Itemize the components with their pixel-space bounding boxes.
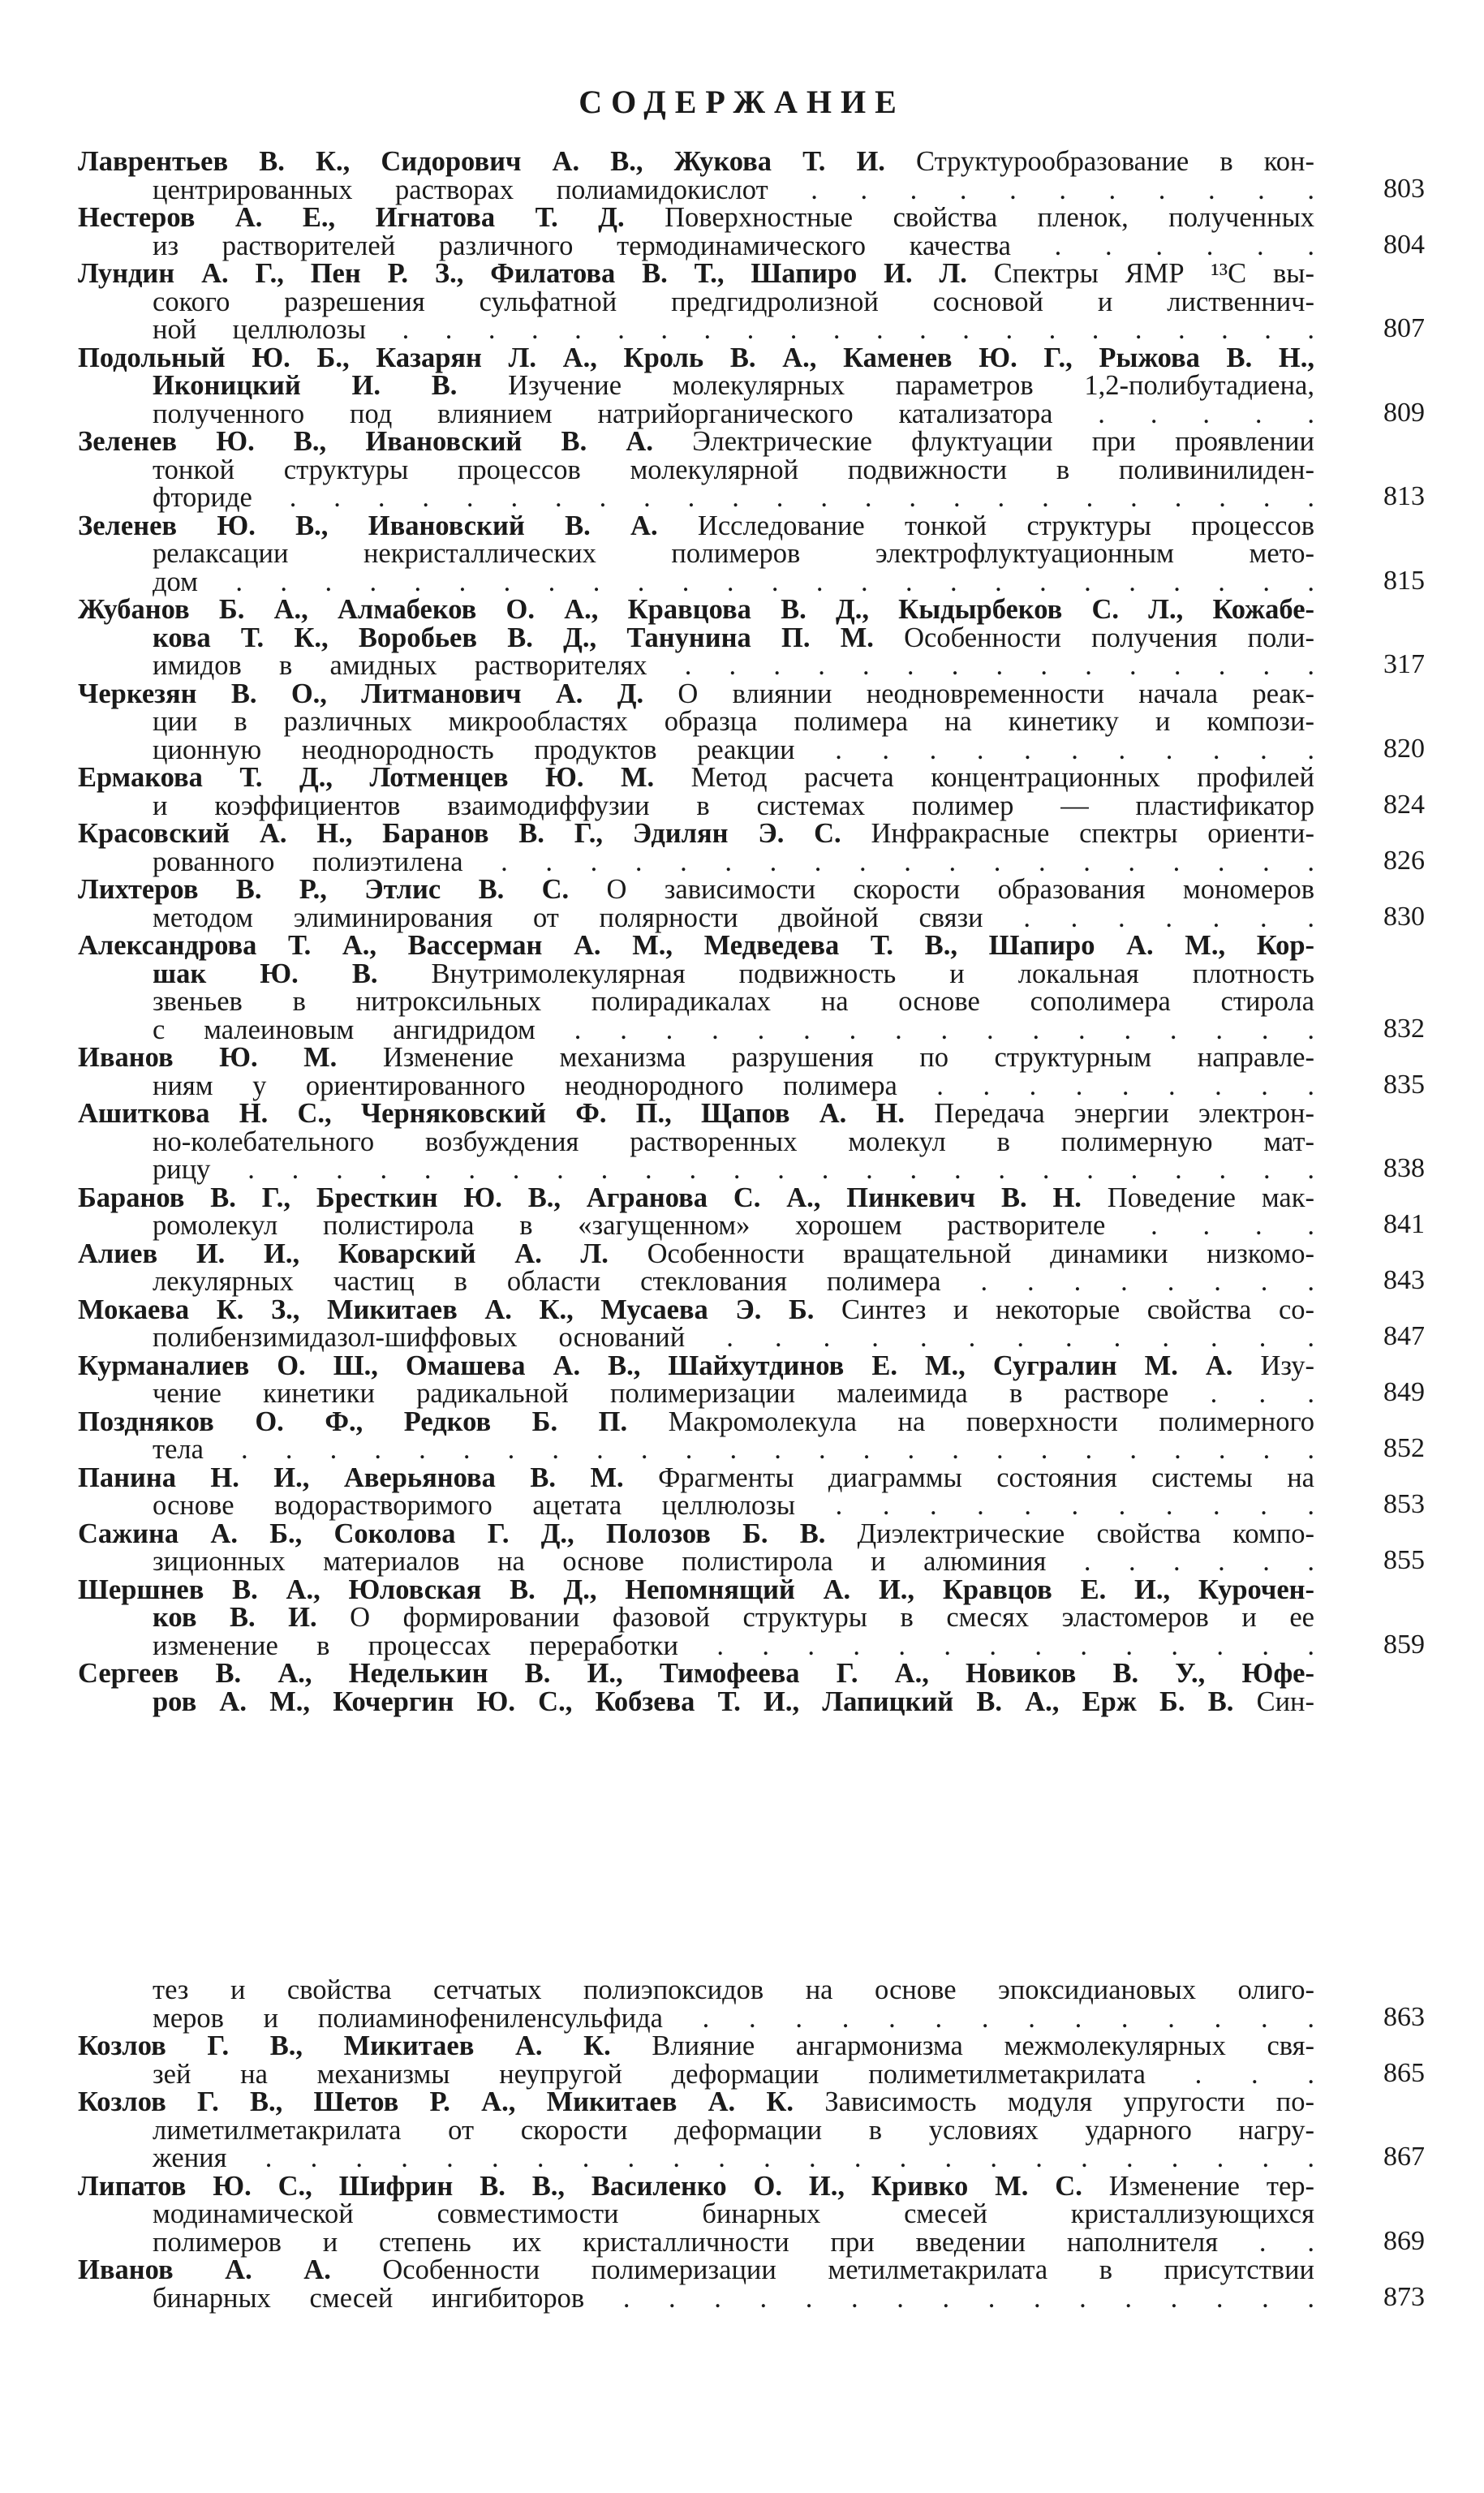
- toc-entry-line: с малеиновым ангидридом . . . . . . . . . . . . . . . . .: [153, 1014, 1314, 1045]
- toc-page-number: 841: [1383, 1209, 1425, 1239]
- toc-entry-line: Сажина А. Б., Соколова Г. Д., Полозов Б. В. Диэлектрические свойства компо-: [78, 1518, 1314, 1549]
- toc-entry-line: Козлов Г. В., Микитаев А. К. Влияние ангармонизма межмолекулярных свя-: [78, 2030, 1314, 2061]
- toc-entry-line: Красовский А. Н., Баранов В. Г., Эдилян Э. С. Инфракрасные спектры ориенти-: [78, 818, 1314, 849]
- toc-entry-text: [78, 2088, 1314, 2172]
- toc-entry: [78, 1976, 1425, 2032]
- toc-entry-text: [78, 1100, 1314, 1184]
- toc-page-number: 847: [1383, 1321, 1425, 1351]
- toc-entry-line: Черкезян В. О., Литманович А. Д. О влиянии неодновременности начала реак-: [78, 678, 1314, 709]
- toc-entry: [78, 1296, 1425, 1352]
- toc-entry-text: [78, 876, 1314, 932]
- toc-entry: [78, 1352, 1425, 1408]
- toc-page-number: 832: [1383, 1013, 1425, 1044]
- toc-entry-line: Зеленев Ю. В., Ивановский В. А. Электрические флуктуации при проявлении: [78, 426, 1315, 457]
- toc-page-number: 853: [1383, 1489, 1425, 1519]
- toc-entry-text: [78, 428, 1314, 512]
- toc-entry-text: [78, 1044, 1314, 1100]
- toc-entry-line: Нестеров А. Е., Игнатова Т. Д. Поверхностные свойства пленок, полученных: [78, 202, 1314, 233]
- toc-entry-line: меров и полиаминофениленсульфида . . . . . . . . . . . . . .: [153, 2002, 1314, 2034]
- toc-entry-text: [78, 2172, 1314, 2257]
- toc-entry-line: Шершнев В. А., Юловская В. Д., Непомнящий А. И., Кравцов Е. И., Курочен-: [78, 1574, 1314, 1605]
- toc-entry-text: [78, 1976, 1314, 2032]
- toc-entry: [78, 1520, 1425, 1576]
- toc-entry: [78, 1184, 1425, 1240]
- toc-entry: [78, 596, 1425, 680]
- toc-entry-line: и коэффициентов взаимодиффузии в системах полимер — пластификатор: [153, 790, 1314, 821]
- toc-entry: [78, 2088, 1425, 2172]
- toc-entry-line: Сергеев В. А., Неделькин В. И., Тимофеева Г. А., Новиков В. У., Юфе-: [78, 1658, 1314, 1689]
- toc-entry-line: дом . . . . . . . . . . . . . . . . . . . . . . . . .: [153, 566, 1314, 597]
- toc-entry-line: Лундин А. Г., Пен Р. З., Филатова В. Т., Шапиро И. Л. Спектры ЯМР ¹³С вы-: [78, 258, 1314, 289]
- toc-entry: [78, 148, 1425, 204]
- toc-entry-text: [78, 680, 1314, 764]
- toc-entry-text: [78, 2256, 1314, 2312]
- toc-entry-line: тонкой структуры процессов молекулярной подвижности в поливинилиден-: [153, 454, 1314, 485]
- toc-entry: [78, 1464, 1425, 1520]
- toc-entry-line: полимеров и степень их кристалличности при введении наполнителя . .: [153, 2226, 1314, 2258]
- toc-entry-text: [78, 1520, 1314, 1576]
- toc-entry-text: [78, 1240, 1314, 1296]
- toc-entry-text: [78, 820, 1314, 876]
- toc-entry: [78, 1100, 1425, 1184]
- toc-entry-line: лиметилметакрилата от скорости деформации в условиях ударного нагру-: [153, 2114, 1314, 2146]
- toc-entry: [78, 764, 1425, 820]
- toc-entry: [78, 2032, 1425, 2088]
- toc-entry-line: ров А. М., Кочергин Ю. С., Кобзева Т. И., Лапицкий В. А., Ерж Б. В. Син-: [153, 1686, 1314, 1717]
- toc-entry-line: ции в различных микрообластях образца полимера на кинетику и компози-: [153, 706, 1314, 737]
- toc-entry-line: методом элиминирования от полярности двойной связи . . . . . . .: [153, 902, 1314, 933]
- toc-entry-line: релаксации некристаллических полимеров электрофлуктуационным мето-: [153, 538, 1314, 569]
- toc-entry-line: Иванов А. А. Особенности полимеризации метилметакрилата в присутствии: [78, 2254, 1314, 2285]
- toc-page-number: 317: [1383, 649, 1425, 679]
- toc-entry: [78, 1408, 1425, 1464]
- toc-entry-line: Лаврентьев В. К., Сидорович А. В., Жукова Т. И. Структурообразование в кон-: [78, 146, 1314, 177]
- toc-entry-line: ционную неоднородность продуктов реакции . . . . . . . . . . .: [153, 734, 1314, 765]
- toc-entry-text: [78, 1464, 1314, 1520]
- toc-entry-text: [78, 1660, 1314, 1716]
- toc-page-number: 824: [1383, 789, 1425, 820]
- toc-entry-text: [78, 1408, 1314, 1464]
- toc-entry-line: Курманалиев О. Ш., Омашева А. В., Шайхутдинов Е. М., Сугралин М. А. Изу-: [78, 1350, 1315, 1381]
- toc-page-number: [1314, 1715, 1425, 1716]
- toc-entry-line: Панина Н. И., Аверьянова В. М. Фрагменты диаграммы состояния системы на: [78, 1462, 1314, 1493]
- toc-page-number: 830: [1383, 901, 1425, 932]
- toc-page-number: 855: [1383, 1545, 1425, 1575]
- toc-entry-line: бинарных смесей ингибиторов . . . . . . . . . . . . . . . .: [153, 2282, 1314, 2314]
- toc-entry-line: полученного под влиянием натрийорганического катализатора . . . . .: [153, 398, 1314, 429]
- toc-entry-text: [78, 204, 1314, 260]
- toc-entry-line: но-колебательного возбуждения растворенных молекул в полимерную мат-: [153, 1126, 1314, 1157]
- toc-entry-line: ков В. И. О формировании фазовой структуры в смесях эластомеров и ее: [153, 1602, 1314, 1633]
- table-of-contents: [78, 148, 1425, 1716]
- toc-entry-line: рицу . . . . . . . . . . . . . . . . . . . . . . . . .: [153, 1154, 1314, 1185]
- toc-entry-line: Липатов Ю. С., Шифрин В. В., Василенко О. И., Кривко М. С. Изменение тер-: [78, 2170, 1314, 2202]
- toc-entry-line: зей на механизмы неупругой деформации полиметилметакрилата . . .: [153, 2058, 1314, 2090]
- toc-entry-line: лекулярных частиц в области стеклования полимера . . . . . . . .: [153, 1266, 1314, 1297]
- toc-entry-line: Зеленев Ю. В., Ивановский В. А. Исследование тонкой структуры процессов: [78, 510, 1315, 541]
- toc-entry-text: [78, 512, 1314, 596]
- toc-entry-line: Иконицкий И. В. Изучение молекулярных параметров 1,2-полибутадиена,: [153, 370, 1314, 401]
- toc-entry: [78, 932, 1425, 1044]
- toc-entry-line: ромолекул полистирола в «загущенном» хорошем растворителе . . . .: [153, 1210, 1314, 1241]
- toc-entry: [78, 876, 1425, 932]
- toc-entry-line: чение кинетики радикальной полимеризации малеимида в растворе . . .: [153, 1378, 1314, 1409]
- toc-page-number: 803: [1383, 173, 1425, 204]
- toc-page-number: 865: [1383, 2057, 1425, 2088]
- toc-entry-line: ниям у ориентированного неоднородного полимера . . . . . . . . .: [153, 1070, 1314, 1101]
- toc-entry: [78, 344, 1425, 428]
- toc-entry-line: кова Т. К., Воробьев В. Д., Танунина П. М. Особенности получения поли-: [153, 622, 1314, 653]
- toc-page-number: 859: [1383, 1629, 1425, 1660]
- toc-entry: [78, 260, 1425, 344]
- toc-page-number: 807: [1383, 313, 1425, 343]
- toc-entry-line: Баранов В. Г., Бресткин Ю. В., Агранова С. А., Пинкевич В. Н. Поведение мак-: [78, 1182, 1314, 1213]
- toc-entry-text: [78, 596, 1314, 680]
- page-title: СОДЕРЖАНИЕ: [579, 84, 905, 120]
- toc-page-number: 826: [1383, 845, 1425, 876]
- toc-entry-line: имидов в амидных растворителях . . . . . . . . . . . . . . .: [153, 650, 1314, 681]
- toc-page-number: 835: [1383, 1069, 1425, 1100]
- toc-entry-text: [78, 148, 1314, 204]
- toc-entry-line: Ермакова Т. Д., Лотменцев Ю. М. Метод расчета концентрационных профилей: [78, 762, 1314, 793]
- toc-entry: [78, 1240, 1425, 1296]
- toc-page-number: 867: [1383, 2142, 1425, 2172]
- toc-entry: [78, 820, 1425, 876]
- toc-entry-line: центрированных растворах полиамидокислот . . . . . . . . . . .: [153, 174, 1314, 205]
- toc-entry-line: основе водорастворимого ацетата целлюлозы . . . . . . . . . . .: [153, 1490, 1314, 1521]
- toc-page-number: 869: [1383, 2225, 1425, 2256]
- toc-entry-line: полибензимидазол-шиффовых оснований . . . . . . . . . . . . .: [153, 1322, 1314, 1353]
- toc-entry-line: Мокаева К. З., Микитаев А. К., Мусаева Э. Б. Синтез и некоторые свойства со-: [78, 1294, 1314, 1325]
- toc-page-number: 815: [1383, 565, 1425, 596]
- toc-entry-line: тез и свойства сетчатых полиэпоксидов на основе эпоксидиановых олиго-: [153, 1974, 1314, 2005]
- toc-entry-line: из растворителей различного термодинамического качества . . . . . .: [153, 230, 1314, 261]
- toc-entry-text: [78, 1352, 1314, 1408]
- toc-entry-line: шак Ю. В. Внутримолекулярная подвижность и локальная плотность: [153, 958, 1314, 989]
- toc-entry-text: [78, 764, 1314, 820]
- toc-page-number: 843: [1383, 1265, 1425, 1295]
- toc-entry: [78, 1576, 1425, 1660]
- toc-entry: [78, 204, 1425, 260]
- toc-entry-text: [78, 344, 1314, 428]
- toc-entry-line: Жубанов Б. А., Алмабеков О. А., Кравцова В. Д., Кыдырбеков С. Л., Кожабе-: [78, 594, 1314, 625]
- toc-entry-line: ной целлюлозы . . . . . . . . . . . . . . . . . . . . . .: [153, 314, 1314, 345]
- table-of-contents-continued: [78, 1976, 1425, 2312]
- toc-entry-line: Александрова Т. А., Вассерман А. М., Медведева Т. В., Шапиро А. М., Кор-: [78, 930, 1314, 961]
- toc-entry: [78, 512, 1425, 596]
- toc-entry: [78, 1660, 1425, 1716]
- toc-entry-line: рованного полиэтилена . . . . . . . . . . . . . . . . . . .: [153, 846, 1314, 877]
- toc-page-number: 813: [1383, 481, 1425, 511]
- toc-entry-text: [78, 1576, 1314, 1660]
- toc-entry-text: [78, 1184, 1314, 1240]
- toc-entry-line: Козлов Г. В., Шетов Р. А., Микитаев А. К. Зависимость модуля упругости по-: [78, 2086, 1314, 2117]
- toc-page-number: 863: [1383, 2001, 1425, 2032]
- toc-entry-line: фториде . . . . . . . . . . . . . . . . . . . . . . . .: [153, 482, 1314, 513]
- toc-entry: [78, 2256, 1425, 2312]
- toc-entry-text: [78, 260, 1314, 344]
- toc-entry-text: [78, 932, 1314, 1044]
- toc-entry: [78, 680, 1425, 764]
- toc-entry-text: [78, 1296, 1314, 1352]
- toc-page-number: 838: [1383, 1153, 1425, 1183]
- toc-entry-line: тела . . . . . . . . . . . . . . . . . . . . . . . . .: [153, 1434, 1314, 1465]
- toc-entry-line: сокого разрешения сульфатной предгидролизной сосновой и лиственнич-: [153, 286, 1314, 317]
- toc-page-number: 809: [1383, 397, 1425, 428]
- toc-entry-line: звеньев в нитроксильных полирадикалах на основе сополимера стирола: [153, 986, 1314, 1017]
- toc-entry-line: Иванов Ю. М. Изменение механизма разрушения по структурным направле-: [78, 1042, 1314, 1073]
- toc-entry-line: Алиев И. И., Коварский А. Л. Особенности вращательной динамики низкомо-: [78, 1238, 1314, 1269]
- toc-entry-line: жения . . . . . . . . . . . . . . . . . . . . . . . .: [153, 2142, 1314, 2173]
- toc-entry-line: модинамической совместимости бинарных смесей кристаллизующихся: [153, 2198, 1314, 2229]
- toc-entry-line: зиционных материалов на основе полистирола и алюминия . . . . . .: [153, 1546, 1314, 1577]
- toc-page-number: 804: [1383, 229, 1425, 260]
- toc-page-number: 820: [1383, 733, 1425, 764]
- toc-entry-line: Ашиткова Н. С., Черняковский Ф. П., Щапов А. Н. Передача энергии электрон-: [78, 1098, 1314, 1129]
- toc-entry-line: Лихтеров В. Р., Этлис В. С. О зависимости скорости образования мономеров: [78, 874, 1314, 905]
- toc-entry-line: изменение в процессах переработки . . . . . . . . . . . . . .: [153, 1630, 1314, 1661]
- toc-page-number: 873: [1383, 2281, 1425, 2312]
- toc-entry-text: [78, 2032, 1314, 2088]
- toc-entry-line: Подольный Ю. Б., Казарян Л. А., Кроль В. А., Каменев Ю. Г., Рыжова В. Н.,: [78, 342, 1314, 373]
- toc-page-number: 849: [1383, 1377, 1425, 1407]
- toc-entry: [78, 428, 1425, 512]
- toc-entry: [78, 2172, 1425, 2257]
- toc-entry: [78, 1044, 1425, 1100]
- toc-entry-line: Поздняков О. Ф., Редков Б. П. Макромолекула на поверхности полимерного: [78, 1406, 1314, 1437]
- toc-page-number: 852: [1383, 1433, 1425, 1463]
